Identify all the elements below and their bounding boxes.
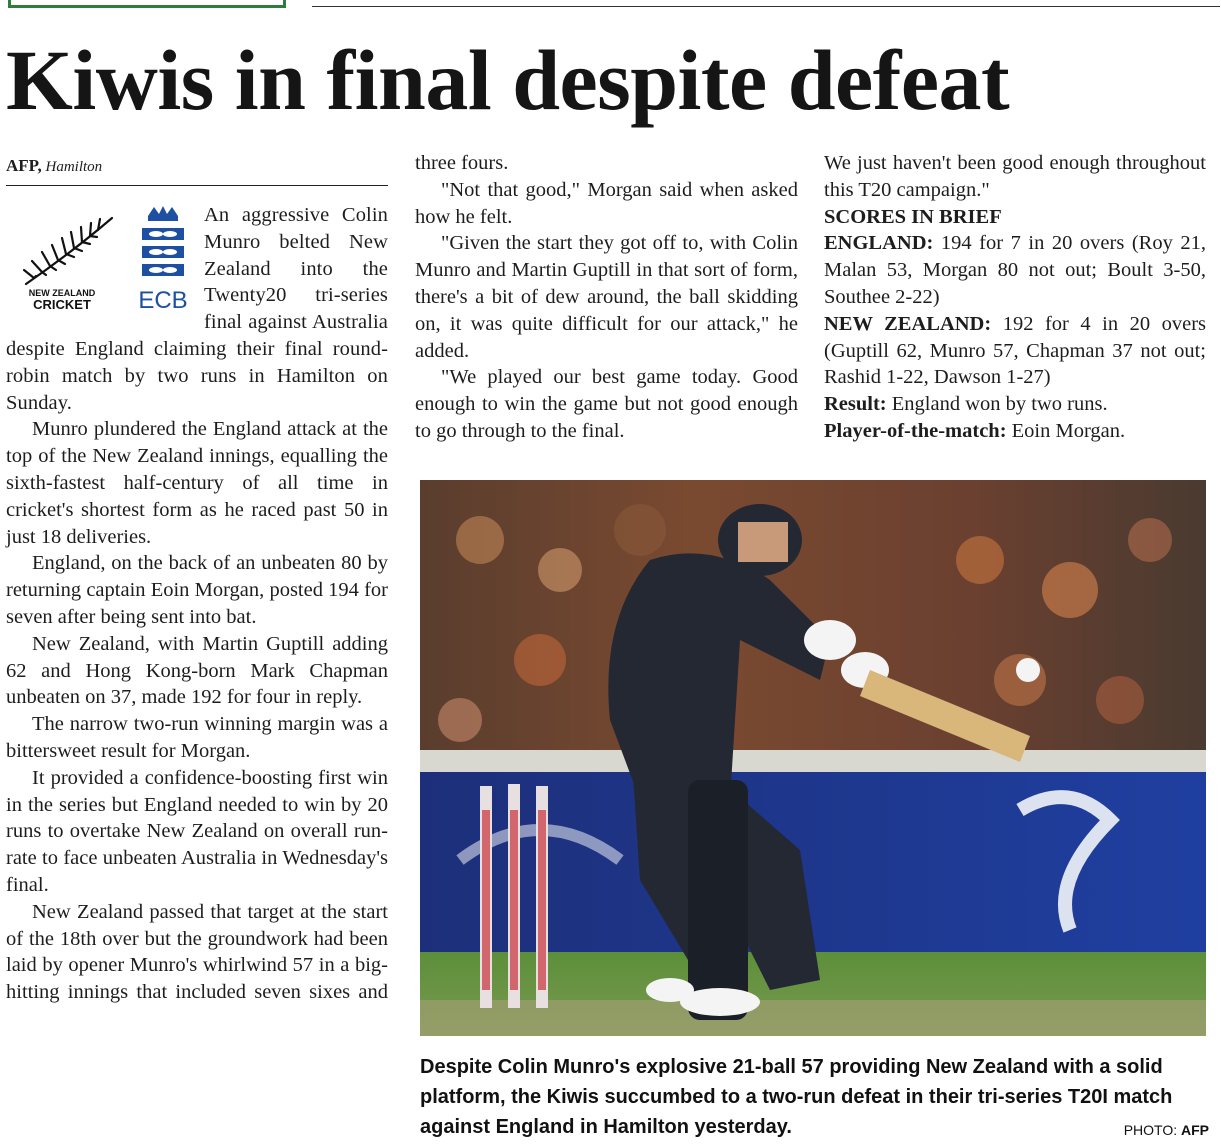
ecb-logo: [134, 202, 192, 318]
potm-label: Player-of-the-match:: [824, 419, 1007, 442]
article-paragraph: "We played our best game today. Good enough to win the game but not good enough to go through to the final.: [415, 366, 798, 442]
article-paragraph: Munro plundered the England attack at the top of the New Zealand innings, equalling the sixth-fastest half-century of all time in cricket's shortest form as he raced past 50 in just 18 deliveries.: [6, 418, 388, 548]
article-column-2: [415, 150, 798, 445]
result-text: England won by two runs.: [886, 393, 1108, 416]
result-label: Result:: [824, 393, 887, 416]
article-intro: An aggressive Colin Munro belted New Zealand into the Twenty20 tri-series final against Australia despite England claiming their final round-robin match by two runs in Hamilton on Sunday.: [6, 204, 388, 414]
article-paragraph: The narrow two-run winning margin was a bittersweet result for Morgan.: [6, 713, 388, 762]
photo-caption: Despite Colin Munro's explosive 21-ball 57 providing New Zealand with a solid platform, the Kiwis succumbed to a two-run defeat in their tri-series T20I match against England in Hamilton yesterday.: [420, 1056, 1173, 1138]
header-rule: [312, 6, 1220, 7]
player-of-match: [824, 418, 1206, 445]
photo-credit-label: PHOTO:: [1123, 1122, 1178, 1138]
article-column-1: [6, 155, 388, 1006]
team-logos: [6, 202, 200, 322]
match-photo: [420, 480, 1206, 1036]
article-column-3: [824, 150, 1206, 445]
article-continuation: We just haven't been good enough throughout this T20 campaign.": [824, 152, 1206, 201]
score-result: [824, 391, 1206, 418]
score-england-text: 194 for 7 in 20 overs (Roy 21, Malan 53, Morgan 80 not out; Boult 3-50, Southee 2-22): [824, 232, 1206, 308]
article-paragraph: England, on the back of an unbeaten 80 by returning captain Eoin Morgan, posted 194 for seven after being sent into bat.: [6, 552, 388, 628]
section-tag-box: [8, 0, 286, 8]
article-continuation: three fours.: [415, 152, 509, 174]
score-nz-label: NEW ZEALAND:: [824, 312, 992, 335]
nz-logo-line2: CRICKET: [33, 297, 91, 312]
nz-cricket-fern-logo: [12, 208, 116, 312]
article-paragraph: "Not that good," Morgan said when asked how he felt.: [415, 178, 798, 228]
score-england-label: ENGLAND:: [824, 232, 934, 255]
byline: [6, 155, 388, 186]
headline: Kiwis in final despite defeat: [6, 32, 1010, 128]
score-england: [824, 230, 1206, 310]
article-paragraph: New Zealand, with Martin Guptill adding 62 and Hong Kong-born Mark Chapman unbeaten on 37, made 192 for four in reply.: [6, 632, 388, 709]
photo-credit-source: AFP: [1181, 1122, 1209, 1138]
potm-text: Eoin Morgan.: [1006, 419, 1126, 442]
photo-credit: [1124, 1122, 1209, 1138]
byline-place: Hamilton: [45, 159, 103, 175]
nz-logo-line1: NEW ZEALAND: [28, 288, 96, 298]
score-nz-text: 192 for 4 in 20 overs (Guptill 62, Munro 57, Chapman 37 not out; Rashid 1-22, Dawson 1-27): [824, 312, 1206, 389]
scores-heading: SCORES IN BRIEF: [824, 205, 1002, 228]
article-paragraph: "Given the start they got off to, with Colin Munro and Martin Guptill in that sort of form, there's a bit of dew around, the ball skidding on, it was quite difficult for our attack," he added.: [415, 232, 798, 362]
ecb-logo-text: ECB: [138, 287, 188, 314]
article-paragraph: New Zealand passed that target at the start of the 18th over but the groundwork had been laid by opener Munro's whirlwind 57 in a big-hitting innings that included seven sixes and: [6, 900, 388, 1004]
article-paragraph: It provided a confidence-boosting first win in the series but England needed to win by 20 runs to overtake New Zealand on overall run-rate to face unbeaten Australia in Wednesday's final.: [6, 766, 388, 896]
score-nz: [824, 311, 1206, 391]
byline-agency: AFP,: [6, 156, 42, 175]
